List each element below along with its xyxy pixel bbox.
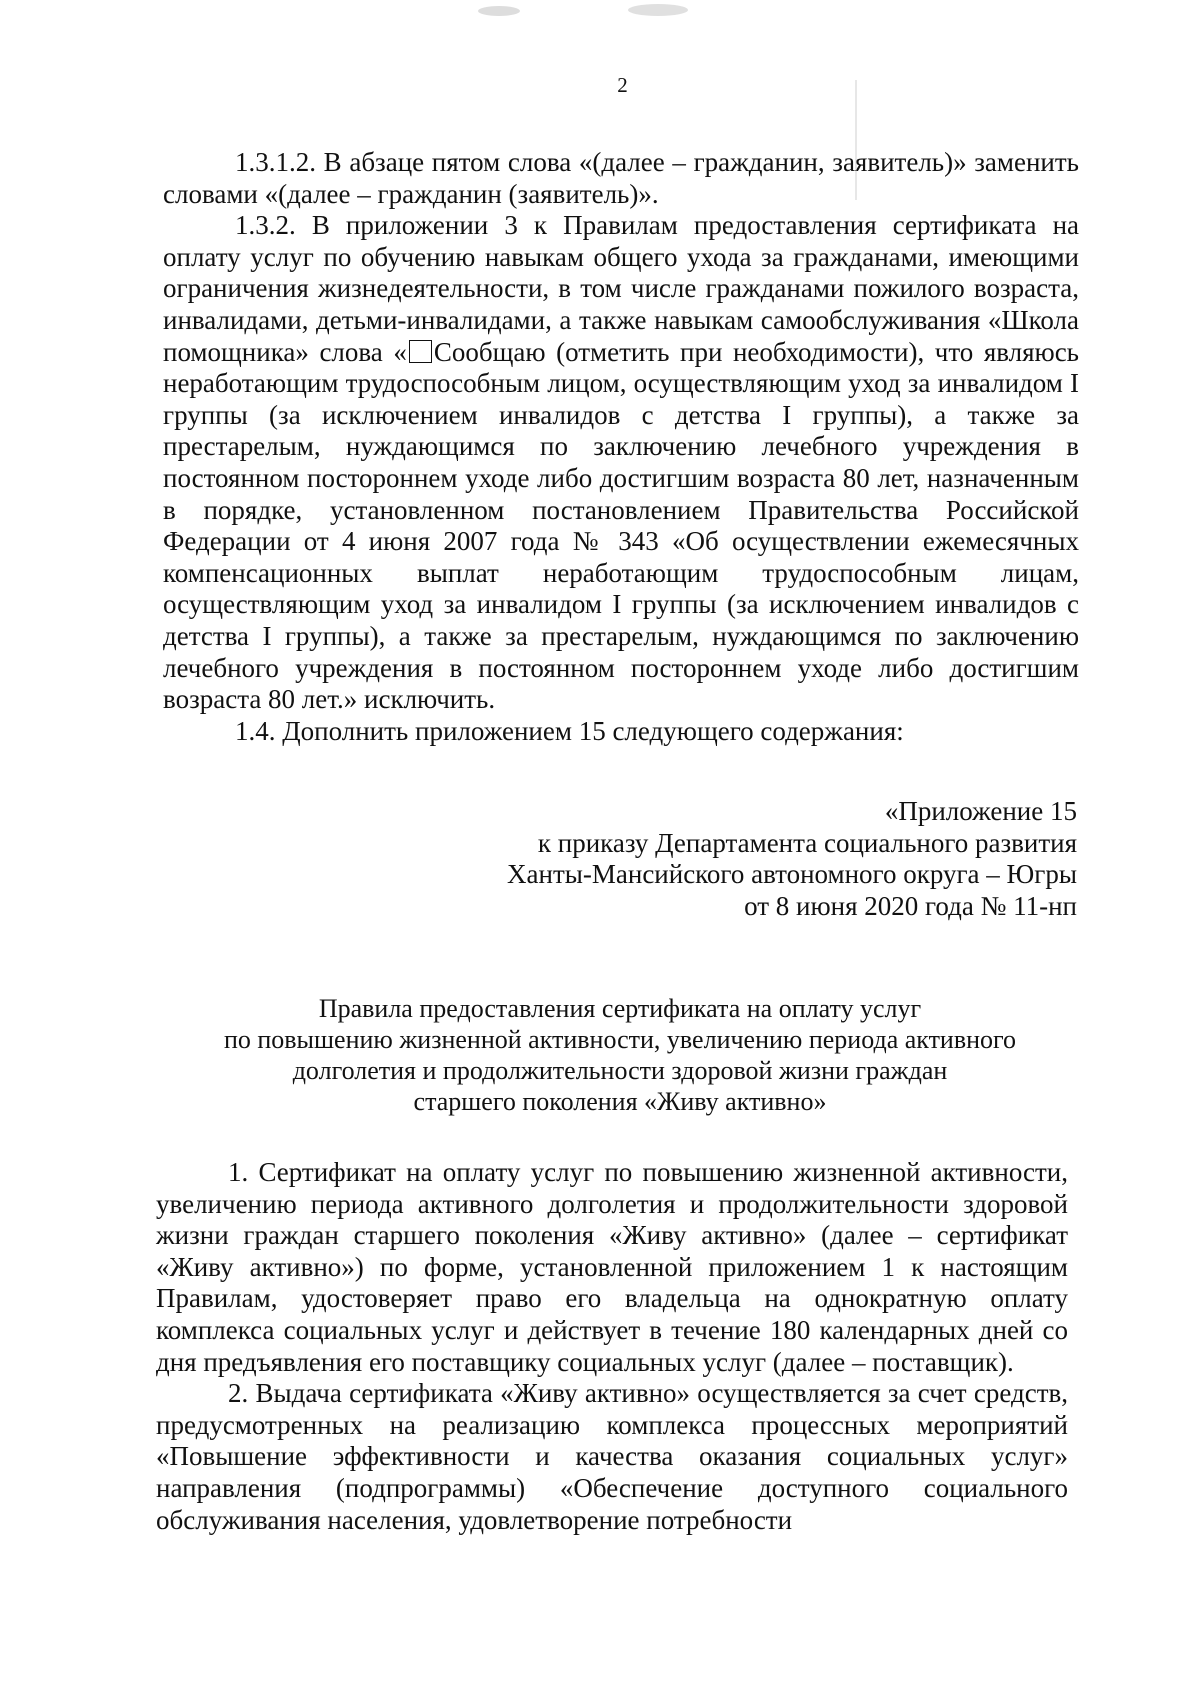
paragraph-1-3-2 (163, 210, 1079, 716)
rules-title-line-1: Правила предоставления сертификата на оплату услуг (318, 994, 922, 1023)
checkbox-icon (409, 340, 432, 363)
rules-body (156, 1157, 1068, 1536)
rules-paragraph-1: 1. Сертификат на оплату услуг по повышению жизненной активности, увеличению периода активного долголетия и продолжительности здоровой жизни граждан старшего поколения «Живу активно» (далее – сертификат «Живу активно») по форме, установленной приложением 1 к настоящим Правилам, удостоверяет право его владельца на однократную оплату комплекса социальных услуг и действует в течение 180 календарных дней со дня предъявления его поставщику социальных услуг (далее – поставщик). (156, 1157, 1068, 1377)
paragraph-1-3-2-text-end: Сообщаю (отметить при необходимости), что являюсь неработающим трудоспособным лицом, осуществляющим уход за инвалидом I группы (за исключением инвалидов с детства I группы), а также за престарелым, нуждающимся по заключению лечебного учреждения в постоянном постороннем уходе либо достигшим возраста 80 лет, назначенным в порядке, установленном постановлением Правительства Российской Федерации от 4 июня 2007 года № 343 «Об осуществлении ежемесячных компенсационных выплат неработающим трудоспособным лицам, осуществляющим уход за инвалидом I группы (за исключением инвалидов с детства I группы), а также за престарелым, нуждающимся по заключению лечебного учреждения в постоянном постороннем уходе либо достигшим возраста 80 лет.» исключить. (163, 336, 1079, 715)
rules-title-line-2: по повышению жизненной активности, увеличению периода активного (223, 1025, 1017, 1054)
rules-paragraph-2: 2. Выдача сертификата «Живу активно» осуществляется за счет средств, предусмотренных на реализацию комплекса процессных мероприятий «Повышение эффективности и качества оказания социальных услуг» направления (подпрограммы) «Обеспечение доступного социального обслуживания населения, удовлетворение потребности (156, 1378, 1068, 1535)
rules-title (120, 993, 1120, 1117)
scan-artifact (478, 6, 520, 16)
amendment-block (163, 147, 1079, 747)
rules-title-line-4: старшего поколения «Живу активно» (413, 1087, 827, 1116)
paragraph-1-3-2-text-start: 1.3.2. В приложении 3 к Правилам предоставления сертификата на оплату услуг по обучению навыкам общего ухода за гражданами, имеющими ограничения жизнедеятельности, в том числе гражданами пожилого возраста, инвалидами, детьми-инвалидами, а также навыкам самообслуживания «Школа помощника» слова « (163, 210, 1079, 367)
scan-artifact (855, 80, 857, 200)
appendix-line-4: от 8 июня 2020 года № 11-нп (744, 890, 1077, 921)
appendix-header (400, 796, 1077, 922)
paragraph-1-4: 1.4. Дополнить приложением 15 следующего содержания: (235, 715, 904, 746)
scan-artifact (628, 4, 688, 16)
page-number: 2 (617, 73, 628, 97)
appendix-line-3: Ханты-Мансийского автономного округа – Югры (507, 859, 1077, 890)
rules-title-line-3: долголетия и продолжительности здоровой жизни граждан (292, 1056, 948, 1085)
appendix-line-1: «Приложение 15 (884, 796, 1077, 826)
paragraph-1-3-1-2: 1.3.1.2. В абзаце пятом слова «(далее – гражданин, заявитель)» заменить словами «(далее – гражданин (заявитель)». (163, 147, 1079, 209)
appendix-line-2: к приказу Департамента социального развития (537, 827, 1077, 858)
